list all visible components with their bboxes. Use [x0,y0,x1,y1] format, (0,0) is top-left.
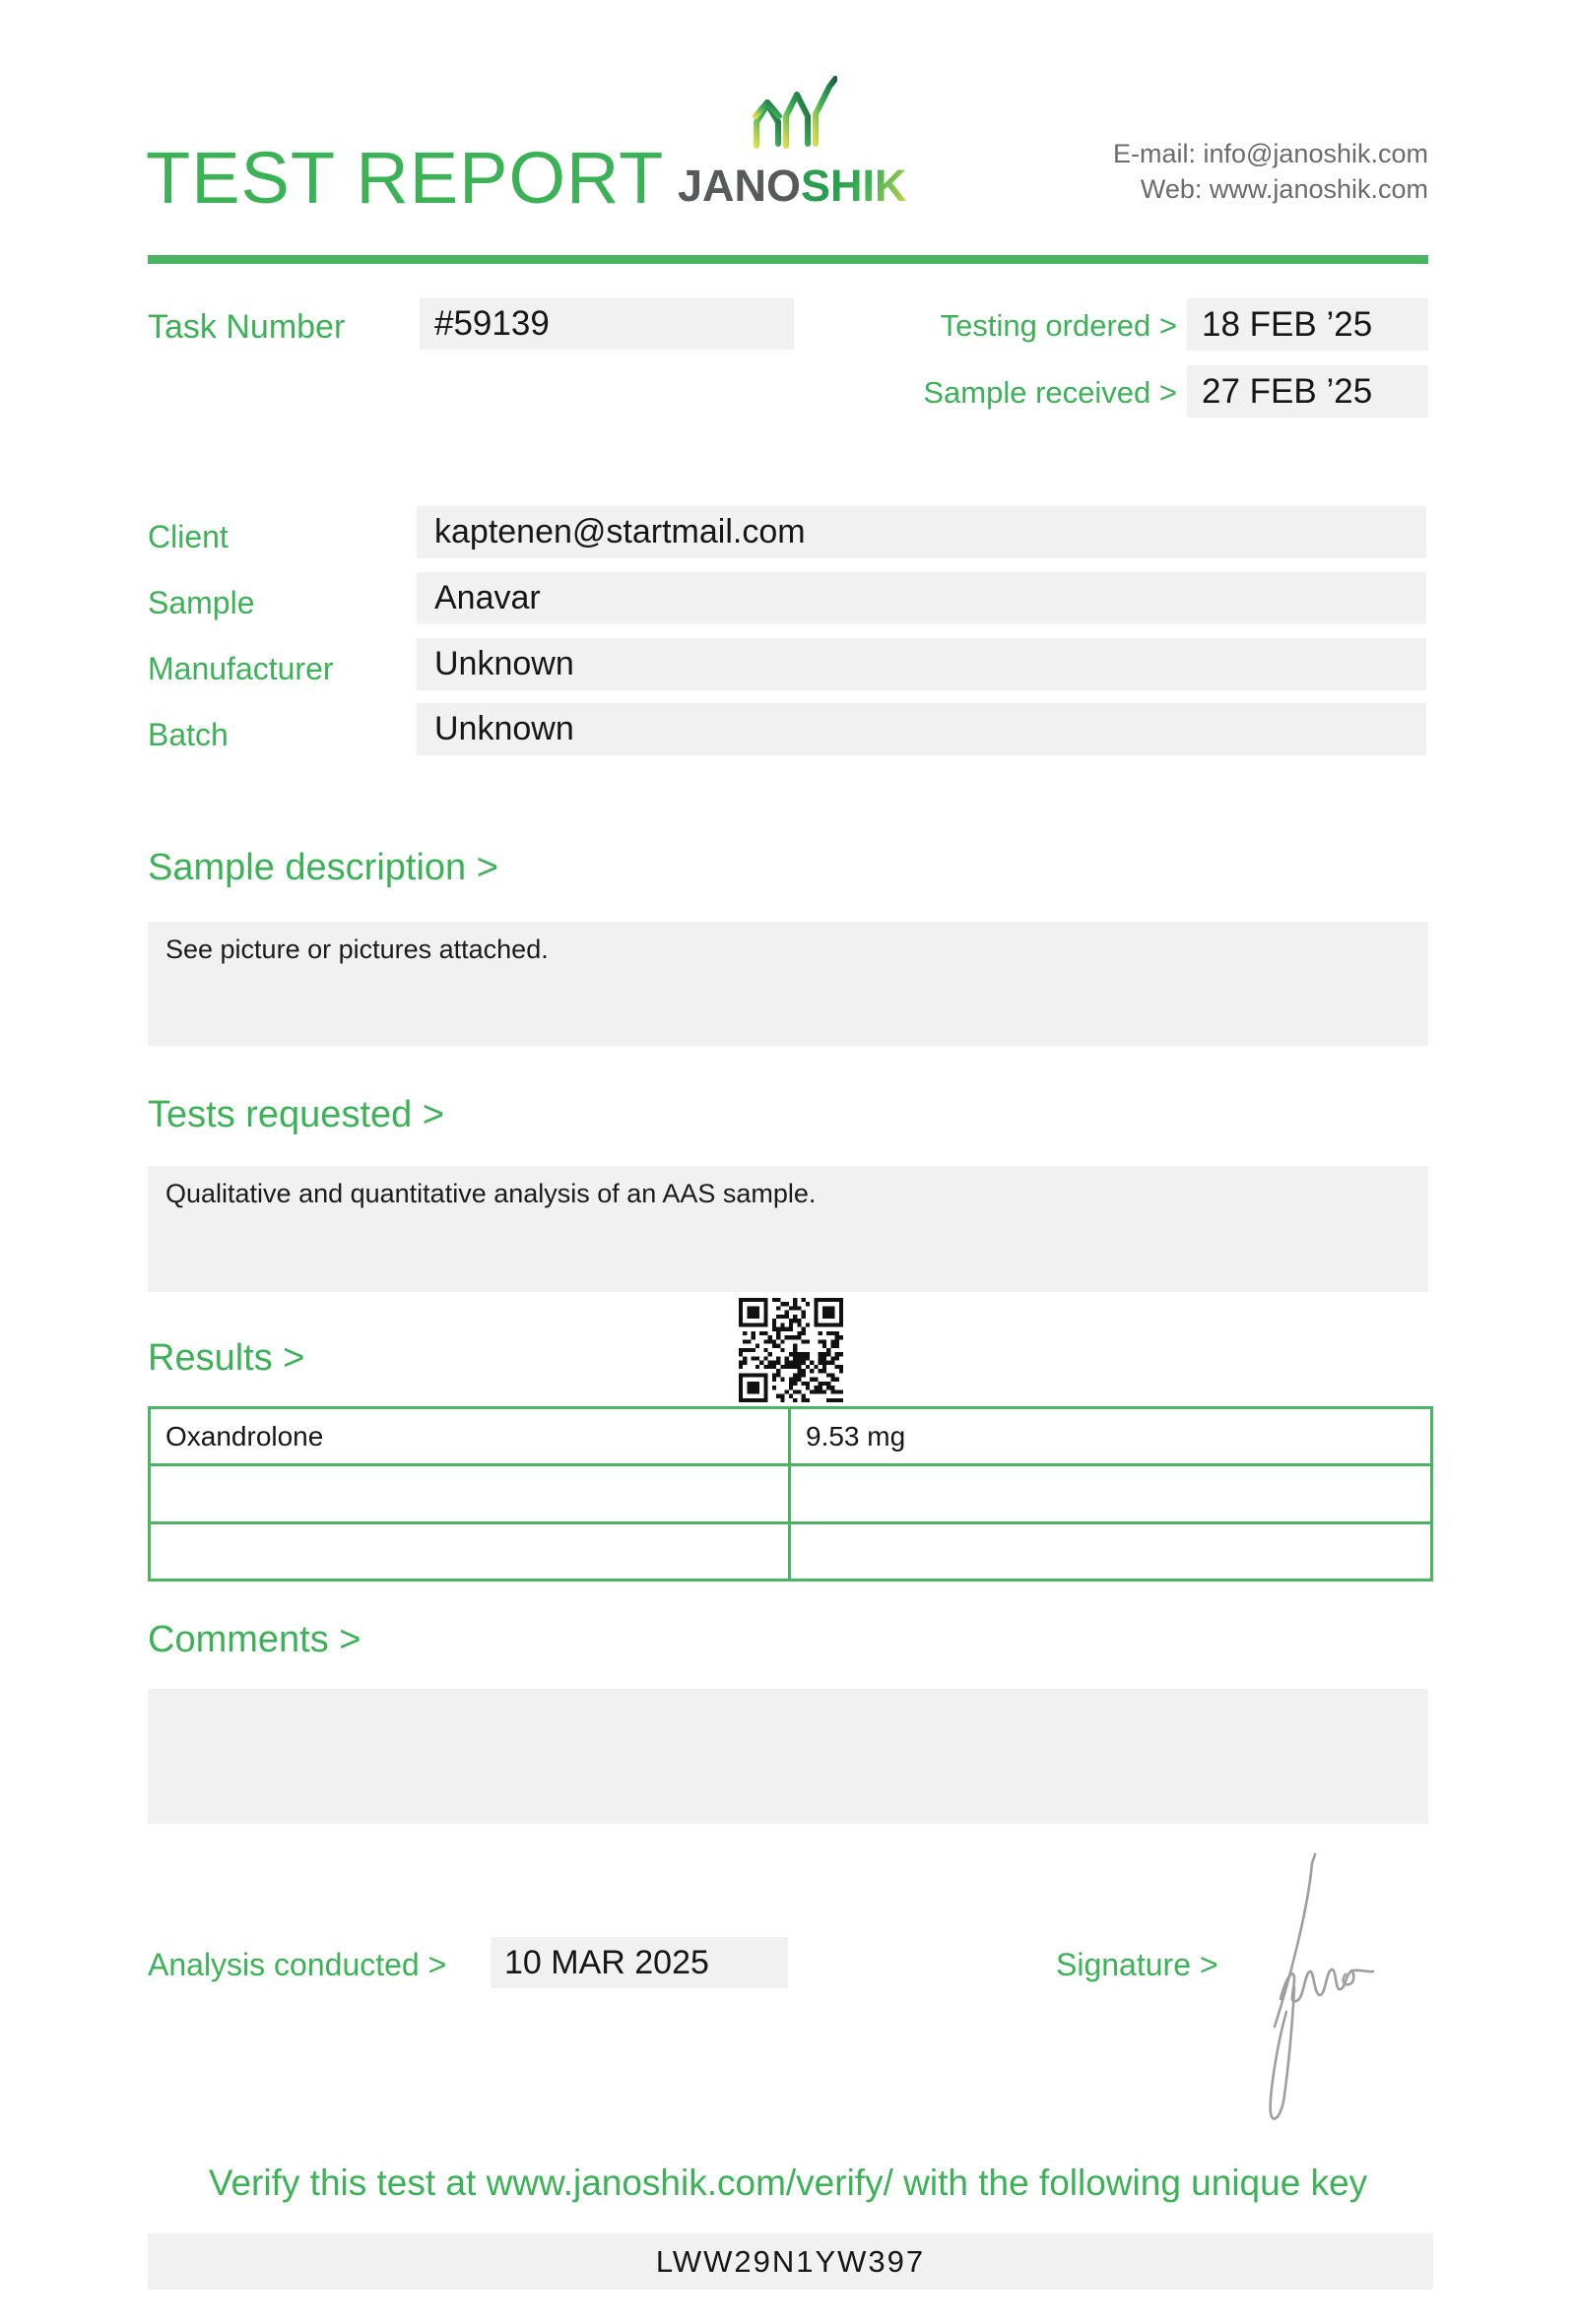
comments-text [148,1689,1428,1714]
contact-block [1113,136,1428,207]
sample-received-value: 27 FEB ’25 [1202,371,1373,411]
comments-box [148,1689,1428,1824]
manufacturer-value: Unknown [434,645,574,682]
sample-label: Sample [148,585,255,620]
manufacturer-label: Manufacturer [148,651,334,686]
result-amount-cell [791,1524,1430,1579]
results-table [148,1406,1433,1582]
batch-field [417,703,1426,755]
brand-wordmark-gray: JANO [678,161,802,211]
analysis-conducted-field [492,1937,788,1988]
sample-value: Anavar [434,579,541,616]
sample-field [417,572,1426,624]
contact-web: Web: www.janoshik.com [1140,174,1428,204]
testing-ordered-label: Testing ordered > [940,308,1177,343]
verify-key-field [148,2233,1433,2290]
sample-received-field [1187,365,1428,418]
result-analyte-cell: Oxandrolone [151,1409,788,1463]
handwritten-signature [1243,1828,1411,2138]
manufacturer-field [417,638,1426,690]
verify-instruction: Verify this test at www.janoshik.com/verify/ with the following unique key [208,2163,1368,2203]
task-number-field [420,298,794,350]
client-label: Client [148,519,229,554]
batch-value: Unknown [434,710,574,747]
sample-description-box [148,922,1428,1046]
task-number-label: Task Number [148,308,346,346]
result-analyte-cell [151,1466,788,1520]
header-divider [148,255,1428,264]
signature-label: Signature > [1056,1947,1218,1982]
sample-description-text: See picture or pictures attached. [165,935,549,964]
brand-wordmark [678,163,906,209]
testing-ordered-value: 18 FEB ’25 [1202,304,1373,344]
analysis-conducted-label: Analysis conducted > [148,1947,447,1982]
page-title: TEST REPORT [146,137,665,219]
result-analyte-cell [151,1524,788,1579]
brand-wordmark-green: SHIK [801,161,907,211]
tests-requested-text: Qualitative and quantitative analysis of an AAS sample. [165,1179,817,1208]
verify-key-value: LWW29N1YW397 [655,2243,926,2279]
contact-email: E-mail: info@janoshik.com [1112,139,1428,168]
qr-code-icon [739,1298,843,1402]
results-heading: Results > [148,1337,305,1379]
result-amount-cell: 9.53 mg [791,1409,1430,1463]
task-number-value: #59139 [434,304,550,343]
batch-label: Batch [148,717,229,752]
sample-description-heading: Sample description > [148,847,498,888]
comments-heading: Comments > [148,1619,361,1660]
client-value: kaptenen@startmail.com [434,513,806,550]
sample-received-label: Sample received > [923,375,1177,410]
brand-logo [678,75,906,209]
growth-chart-icon [747,75,837,161]
result-amount-cell [791,1466,1430,1520]
analysis-conducted-value: 10 MAR 2025 [504,1943,709,1981]
testing-ordered-field [1187,298,1428,351]
client-field [417,506,1426,558]
tests-requested-heading: Tests requested > [148,1094,445,1135]
tests-requested-box [148,1166,1428,1292]
